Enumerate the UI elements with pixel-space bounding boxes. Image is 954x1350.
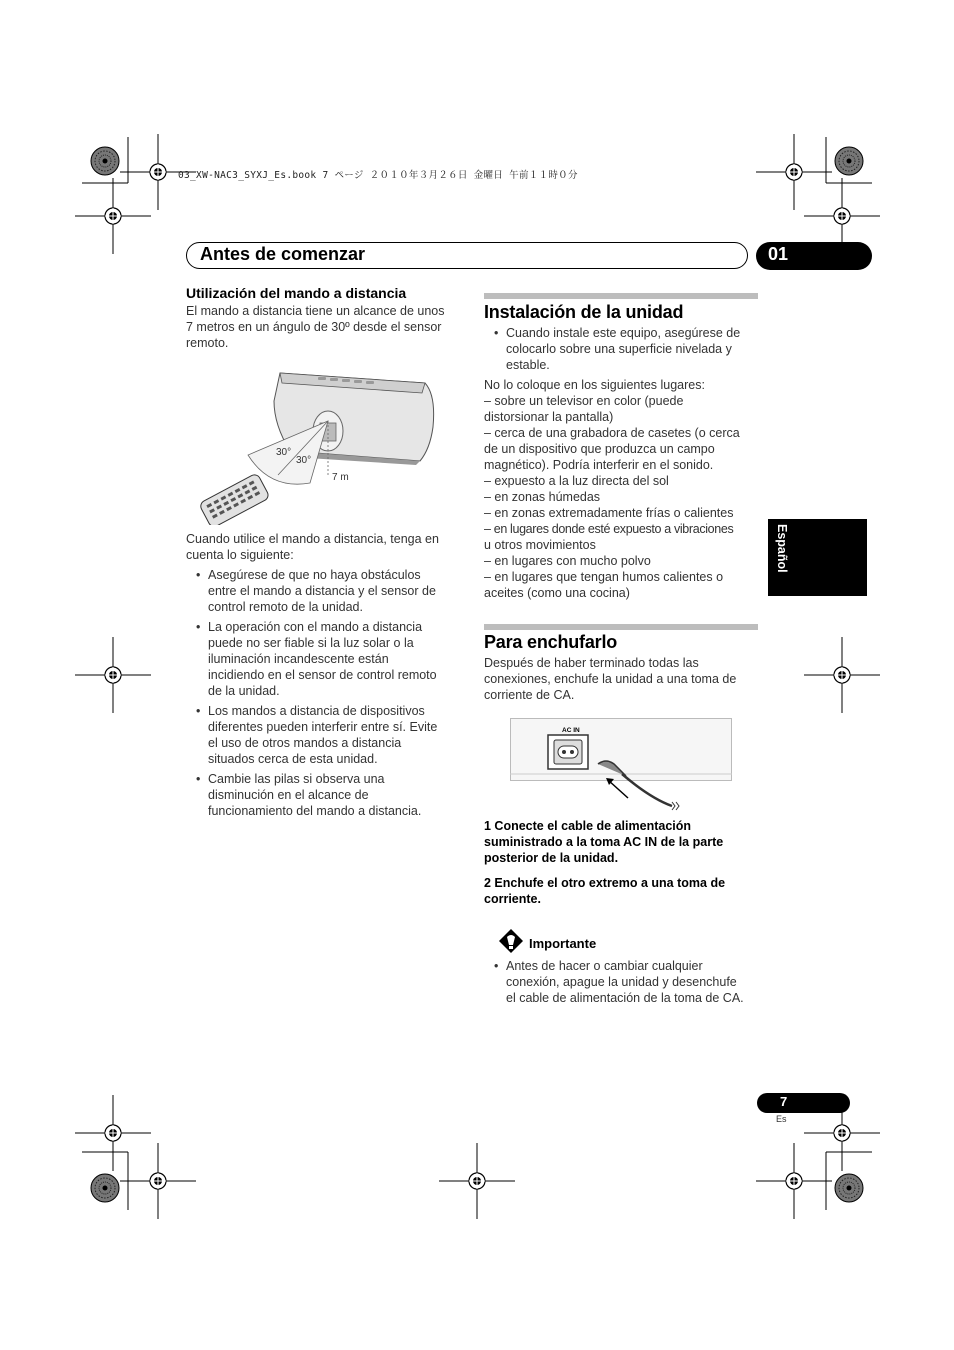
text-line: colocarlo sobre una superficie nivelada y (506, 342, 732, 356)
important-label: Importante (529, 936, 597, 951)
text-line: remoto. (186, 336, 229, 350)
text-line: Después de haber terminado todas las (484, 656, 699, 670)
language-tab-label: Español (775, 524, 789, 573)
important-list (484, 958, 766, 1006)
text-line: – en zonas extremadamente frías o calientes (484, 506, 734, 520)
text-line: disminución en el alcance de (208, 788, 369, 802)
step-2 (484, 875, 764, 907)
text-line: funcionamiento del mando a distancia. (208, 804, 422, 818)
install-locations-list (484, 377, 764, 601)
install-bullet-list (484, 325, 764, 373)
text-line: • Cuando instale este equipo, asegúrese de (506, 326, 741, 340)
important-icon (498, 928, 524, 954)
list-item (186, 619, 468, 699)
list-item (186, 771, 468, 819)
book-filename-line: 03_XW-NAC3_SYXJ_Es.book 7 ページ ２０１０年３月２６日 金曜日 午前１１時０分 (178, 170, 578, 181)
list-item (186, 703, 468, 767)
text-line: el uso de otros mandos a distancia (208, 736, 402, 750)
text-line: – expuesto a la luz directa del sol (484, 474, 669, 488)
text-line: corriente de CA. (484, 688, 575, 702)
ac-in-label: AC IN (562, 727, 580, 734)
remote-caution-intro (186, 531, 466, 563)
step-1 (484, 818, 764, 866)
page-number: 7 (780, 1094, 788, 1109)
text-line: – sobre un televisor en color (puede (484, 394, 684, 408)
list-item (186, 567, 468, 615)
text-line: suministrado a la toma AC IN de la parte (484, 835, 724, 849)
text-line: – en lugares que tengan humos calientes o (484, 570, 724, 584)
text-line: magnético). Podría interferir en el sonido. (484, 458, 714, 472)
remote-section-heading: Utilización del mando a distancia (186, 285, 407, 301)
list-item (484, 325, 764, 373)
angle-label: 30° (296, 455, 312, 466)
text-line: • Los mandos a distancia de dispositivos (208, 704, 425, 718)
text-line: conexión, apague la unidad y desenchufe (506, 975, 737, 989)
text-line: posterior de la unidad. (484, 851, 619, 865)
text-line: aceites (como una cocina) (484, 586, 630, 600)
text-line: 2 Enchufe el otro extremo a una toma de (484, 876, 726, 890)
text-line: puede no ser fiable si la luz solar o la (208, 636, 414, 650)
text-line: incidiendo en el sensor de control remoto (208, 668, 437, 682)
section-rule (484, 624, 758, 630)
section-rule (484, 293, 758, 299)
text-line: entre el mando a distancia y el sensor de (208, 584, 436, 598)
chapter-title: Antes de comenzar (200, 244, 366, 264)
text-line: – en lugares con mucho polvo (484, 554, 651, 568)
text-line: 1 Conecte el cable de alimentación (484, 819, 692, 833)
chapter-number: 01 (768, 244, 789, 264)
page-number-badge (757, 1093, 850, 1113)
install-section-heading: Instalación de la unidad (484, 302, 684, 322)
text-line: Cuando utilice el mando a distancia, tenga en (186, 532, 439, 546)
text-line: • Antes de hacer o cambiar cualquier (506, 959, 703, 973)
text-line: • Asegúrese de que no haya obstáculos (208, 568, 421, 582)
text-line: – cerca de una grabadora de casetes (o cerca (484, 426, 740, 440)
text-line: control remoto de la unidad. (208, 600, 363, 614)
text-line: de la unidad. (208, 684, 280, 698)
text-line: distorsionar la pantalla) (484, 410, 614, 424)
text-line: • Cambie las pilas si observa una (208, 772, 385, 786)
angle-label: 30° (276, 447, 292, 458)
text-line: 7 metros en un ángulo de 30º desde el sensor (186, 320, 442, 334)
remote-intro-paragraph (186, 303, 466, 351)
remote-caution-list (186, 567, 468, 823)
plug-intro-paragraph (484, 655, 764, 703)
text-line: u otros movimientos (484, 538, 596, 552)
text-line: corriente. (484, 892, 541, 906)
distance-label: 7 m (332, 472, 349, 483)
plug-section-heading: Para enchufarlo (484, 632, 618, 652)
text-line: estable. (506, 358, 550, 372)
text-line: de un dispositivo que produzca un campo (484, 442, 715, 456)
text-line: el cable de alimentación de la toma de CA. (506, 991, 744, 1005)
list-item (484, 958, 766, 1006)
ac-in-illustration (510, 718, 732, 814)
text-line: iluminación incandescente están (208, 652, 389, 666)
text-line: conexiones, enchufe la unidad a una toma de (484, 672, 737, 686)
page-language-code: Es (776, 1114, 787, 1124)
text-line: diferentes pueden interferir entre sí. Evite (208, 720, 438, 734)
remote-range-illustration (200, 365, 440, 525)
text-line: No lo coloque en los siguientes lugares: (484, 378, 705, 392)
text-line: situados cerca de esta unidad. (208, 752, 378, 766)
text-line: cuenta lo siguiente: (186, 548, 294, 562)
text-line: – en zonas húmedas (484, 490, 601, 504)
text-line: El mando a distancia tiene un alcance de unos (186, 304, 445, 318)
text-line: • La operación con el mando a distancia (208, 620, 423, 634)
text-line: – en lugares donde esté expuesto a vibraciones (484, 522, 734, 536)
